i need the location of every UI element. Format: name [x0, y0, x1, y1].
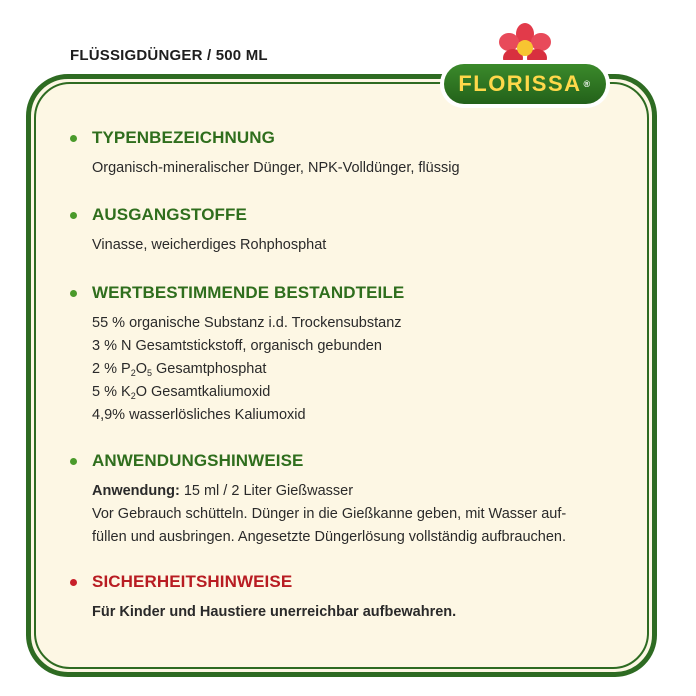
- body-line: 4,9% wasserlösliches Kaliumoxid: [92, 407, 306, 423]
- logo-plate: [440, 60, 610, 108]
- section-typenbezeichnung: [70, 128, 460, 180]
- section-body: [92, 234, 326, 257]
- body-line: 3 % N Gesamtstickstoff, organisch gebunden: [92, 338, 382, 354]
- dosage-label: Anwendung:: [92, 483, 180, 499]
- section-title: TYPENBEZEICHNUNG: [92, 128, 275, 147]
- section-anwendungshinweise: [70, 451, 566, 549]
- k2o-suffix: O Gesamtkaliumoxid: [135, 384, 271, 400]
- body-line-p2o5: [92, 358, 404, 381]
- body-line: 55 % organische Substanz i.d. Trockensubstanz: [92, 315, 402, 331]
- logo-text: FLORISSA: [458, 71, 582, 96]
- bullet-icon: [70, 290, 77, 297]
- k2o-prefix: 5 % K: [92, 384, 131, 400]
- section-body: [92, 601, 456, 624]
- body-line: Vinasse, weicherdiges Rohphosphat: [92, 237, 327, 253]
- bullet-icon: [70, 135, 77, 142]
- section-sicherheitshinweise: [70, 572, 456, 624]
- p2o5-oxygen: O: [135, 361, 147, 377]
- bullet-icon: [70, 212, 77, 219]
- safety-line: Für Kinder und Haustiere unerreichbar aufbewahren.: [92, 604, 457, 620]
- body-line: füllen und ausbringen. Angesetzte Düngerlösung vollständig aufbrauchen.: [92, 529, 567, 545]
- p2o5-subscript-2: 5: [146, 368, 152, 378]
- section-body: [92, 157, 460, 180]
- florissa-logo: [440, 22, 610, 102]
- bullet-icon: [70, 579, 77, 586]
- section-wertbestimmende-bestandteile: [70, 283, 404, 427]
- body-line: Vor Gebrauch schütteln. Dünger in die Gießkanne geben, mit Wasser auf-: [92, 506, 567, 522]
- section-title: ANWENDUNGSHINWEISE: [92, 451, 304, 470]
- dosage-line: [92, 480, 566, 503]
- section-ausgangstoffe: [70, 205, 326, 257]
- p2o5-subscript-1: 2: [130, 368, 136, 378]
- section-body: [92, 480, 566, 549]
- registered-mark: ®: [583, 79, 592, 89]
- logo-text-band: [444, 64, 606, 104]
- dosage-value: 15 ml / 2 Liter Gießwasser: [179, 483, 354, 499]
- bullet-icon: [70, 458, 77, 465]
- section-title: WERTBESTIMMENDE BESTANDTEILE: [92, 283, 405, 302]
- p2o5-prefix: 2 % P: [92, 361, 131, 377]
- body-line: Organisch-mineralischer Dünger, NPK-Volldünger, flüssig: [92, 160, 460, 176]
- section-title: SICHERHEITSHINWEISE: [92, 572, 293, 591]
- k2o-subscript: 2: [130, 391, 136, 401]
- p2o5-suffix: Gesamtphosphat: [152, 361, 267, 377]
- section-title: AUSGANGSTOFFE: [92, 205, 247, 224]
- section-body: [92, 312, 404, 427]
- body-line-k2o: [92, 381, 404, 404]
- product-title: FLÜSSIGDÜNGER / 500 ML: [70, 47, 268, 64]
